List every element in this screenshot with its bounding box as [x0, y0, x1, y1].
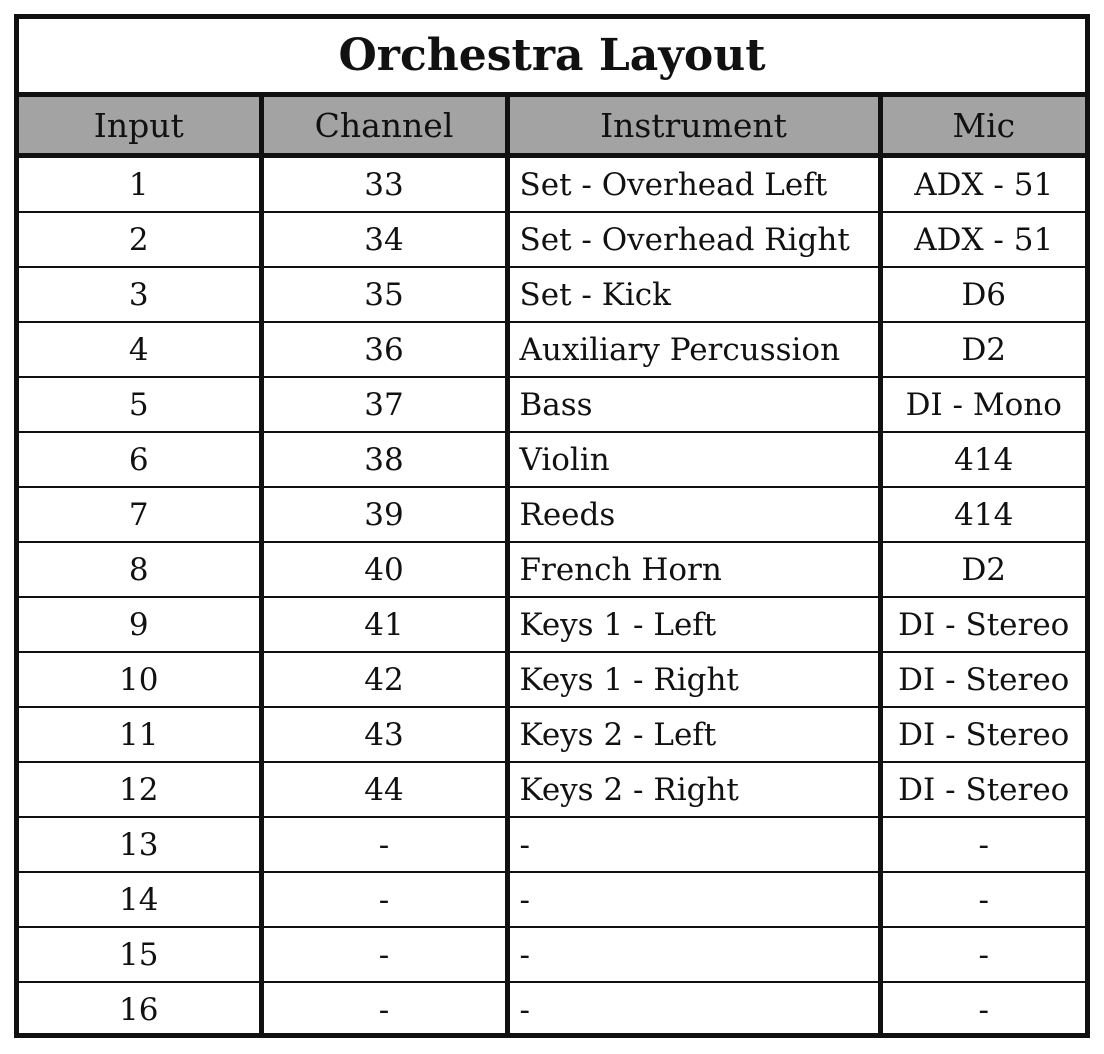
cell-channel: - [261, 872, 507, 927]
cell-input: 10 [19, 652, 261, 707]
cell-channel: 39 [261, 487, 507, 542]
cell-input: 9 [19, 597, 261, 652]
cell-mic: - [880, 927, 1085, 982]
cell-channel: - [261, 982, 507, 1036]
cell-input: 16 [19, 982, 261, 1036]
cell-input: 7 [19, 487, 261, 542]
cell-channel: 34 [261, 212, 507, 267]
cell-instrument: Bass [507, 377, 880, 432]
cell-channel: 44 [261, 762, 507, 817]
table-row [19, 432, 1085, 487]
cell-input: 1 [128, 166, 149, 203]
cell-mic: - [880, 872, 1085, 927]
cell-channel: 37 [261, 377, 507, 432]
cell-channel: - [261, 817, 507, 872]
column-header-instrument: Instrument [507, 97, 880, 156]
cell-channel: 41 [261, 597, 507, 652]
table-header-row [19, 97, 1085, 156]
cell-instrument: Reeds [507, 487, 880, 542]
table-row [19, 377, 1085, 432]
cell-instrument: - [507, 817, 880, 872]
table-row [19, 872, 1085, 927]
table-row [19, 212, 1085, 267]
column-header-channel: Channel [261, 97, 507, 156]
cell-instrument: Keys 1 - Left [507, 597, 880, 652]
table-row [19, 817, 1085, 872]
column-header-input: Input [19, 97, 261, 156]
cell-instrument: French Horn [507, 542, 880, 597]
cell-channel: - [261, 927, 507, 982]
cell-mic: ADX - 51 [880, 212, 1085, 267]
cell-input: 4 [19, 322, 261, 377]
cell-mic: DI - Stereo [880, 762, 1085, 817]
cell-instrument: Keys 2 - Left [507, 707, 880, 762]
cell-mic: DI - Stereo [880, 707, 1085, 762]
cell-mic: 414 [880, 487, 1085, 542]
cell-instrument: - [507, 872, 880, 927]
table-row [19, 707, 1085, 762]
cell-input: 5 [19, 377, 261, 432]
cell-input: 12 [19, 762, 261, 817]
table-row [19, 762, 1085, 817]
cell-channel: 40 [261, 542, 507, 597]
table-row [19, 542, 1085, 597]
column-header-mic: Mic [880, 97, 1085, 156]
table-row [19, 982, 1085, 1036]
cell-mic: D6 [880, 267, 1085, 322]
cell-mic: D2 [880, 322, 1085, 377]
cell-input: 14 [19, 872, 261, 927]
cell-input: 15 [19, 927, 261, 982]
cell-input: 13 [19, 817, 261, 872]
cell-channel: 33 [261, 156, 507, 213]
cell-instrument: Violin [507, 432, 880, 487]
cell-mic: D2 [880, 542, 1085, 597]
cell-mic: DI - Mono [880, 377, 1085, 432]
cell-instrument: Keys 1 - Right [507, 652, 880, 707]
cell-instrument: Set - Overhead Left [507, 156, 880, 213]
table-row [19, 267, 1085, 322]
table-row [19, 927, 1085, 982]
table-row [19, 487, 1085, 542]
cell-mic: 414 [880, 432, 1085, 487]
cell-input: 6 [19, 432, 261, 487]
cell-instrument: Set - Overhead Right [507, 212, 880, 267]
cell-channel: 43 [261, 707, 507, 762]
table-row [19, 322, 1085, 377]
cell-input: 8 [19, 542, 261, 597]
cell-instrument: Keys 2 - Right [507, 762, 880, 817]
cell-input: 3 [19, 267, 261, 322]
cell-instrument: - [507, 927, 880, 982]
page-title: Orchestra Layout [19, 19, 1085, 97]
orchestra-layout-sheet [14, 14, 1090, 1038]
cell-channel: 42 [261, 652, 507, 707]
cell-channel: 38 [261, 432, 507, 487]
cell-input: 2 [19, 212, 261, 267]
cell-mic: - [880, 817, 1085, 872]
cell-mic: DI - Stereo [880, 652, 1085, 707]
cell-mic: ADX - 51 [880, 156, 1085, 213]
cell-input: 11 [19, 707, 261, 762]
cell-instrument: - [507, 982, 880, 1036]
cell-instrument: Set - Kick [507, 267, 880, 322]
table-row [19, 652, 1085, 707]
cell-channel: 36 [261, 322, 507, 377]
table-row [19, 156, 1085, 213]
input-list-table [19, 97, 1085, 1036]
cell-mic: DI - Stereo [880, 597, 1085, 652]
cell-mic: - [880, 982, 1085, 1036]
cell-instrument: Auxiliary Percussion [507, 322, 880, 377]
table-row [19, 597, 1085, 652]
cell-channel: 35 [261, 267, 507, 322]
